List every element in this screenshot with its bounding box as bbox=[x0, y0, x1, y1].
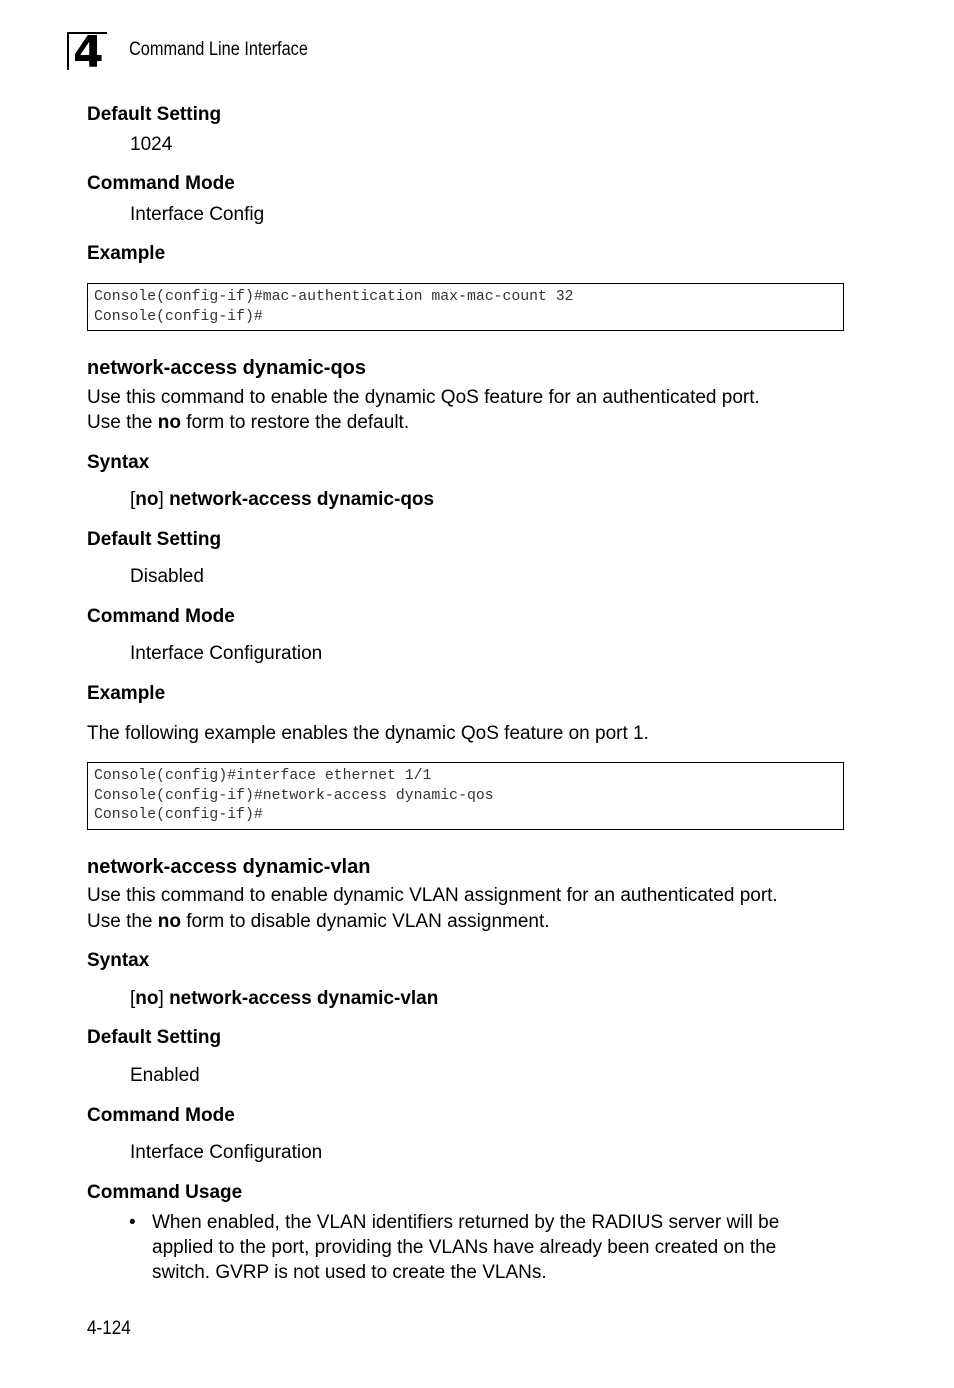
command-mode-value: Interface Configuration bbox=[130, 1142, 323, 1163]
default-setting-value: Disabled bbox=[130, 566, 204, 587]
command-mode-value: Interface Configuration bbox=[130, 643, 323, 664]
usage-line: switch. GVRP is not used to create the VLANs. bbox=[152, 1262, 547, 1283]
command-mode-heading: Command Mode bbox=[87, 173, 235, 194]
text-segment: form to restore the default. bbox=[180, 412, 410, 433]
code-line: Console(config-if)#mac-authentication max-mac-count 32 bbox=[94, 289, 574, 305]
code-line: Console(config-if)# bbox=[94, 308, 263, 325]
default-setting-heading: Default Setting bbox=[87, 529, 222, 550]
command-mode-heading: Command Mode bbox=[87, 606, 235, 627]
syntax-heading: Syntax bbox=[87, 452, 150, 473]
default-setting-value: Enabled bbox=[130, 1065, 200, 1086]
bracket: ] bbox=[158, 988, 170, 1009]
syntax-line bbox=[130, 988, 438, 1010]
code-line: Console(config-if)#network-access dynamic-qos bbox=[94, 787, 494, 804]
syntax-heading: Syntax bbox=[87, 950, 150, 971]
default-setting-heading: Default Setting bbox=[87, 104, 222, 125]
code-example-box bbox=[87, 283, 844, 331]
bracket: ] bbox=[158, 489, 170, 510]
chapter-marker bbox=[67, 27, 107, 78]
syntax-command: network-access dynamic-vlan bbox=[169, 988, 439, 1009]
keyword-no: no bbox=[135, 988, 159, 1009]
command-description: Use this command to enable the dynamic QoS feature for an authenticated port. bbox=[87, 387, 760, 408]
command-mode-value: Interface Config bbox=[130, 204, 265, 225]
example-heading: Example bbox=[87, 683, 166, 704]
syntax-command: network-access dynamic-qos bbox=[169, 489, 435, 510]
keyword-no: no bbox=[157, 911, 181, 932]
default-setting-value: 1024 bbox=[130, 134, 173, 155]
command-description-no-form bbox=[87, 909, 550, 934]
default-setting-heading: Default Setting bbox=[87, 1027, 222, 1048]
example-heading: Example bbox=[87, 243, 166, 264]
header-title: Command Line Interface bbox=[129, 39, 308, 60]
text-segment: Use the bbox=[87, 911, 158, 932]
text-segment: Use the bbox=[87, 412, 158, 433]
command-title: network-access dynamic-qos bbox=[87, 357, 366, 379]
code-example-box bbox=[87, 762, 844, 830]
bracket: [ bbox=[130, 489, 136, 510]
keyword-no: no bbox=[157, 412, 181, 433]
command-description-no-form bbox=[87, 410, 409, 435]
usage-line: When enabled, the VLAN identifiers returned by the RADIUS server will be bbox=[152, 1212, 780, 1233]
example-description: The following example enables the dynamic QoS feature on port 1. bbox=[87, 723, 649, 744]
syntax-line bbox=[130, 489, 434, 511]
chapter-number: 4 bbox=[73, 27, 104, 78]
text-segment: form to disable dynamic VLAN assignment. bbox=[180, 911, 550, 932]
command-mode-heading: Command Mode bbox=[87, 1105, 235, 1126]
command-usage-heading: Command Usage bbox=[87, 1182, 243, 1203]
keyword-no: no bbox=[135, 489, 159, 510]
usage-bullet-text bbox=[152, 1210, 842, 1285]
bullet-marker: • bbox=[129, 1212, 136, 1233]
code-line: Console(config-if)# bbox=[94, 807, 263, 823]
bracket: [ bbox=[130, 988, 136, 1009]
usage-line: applied to the port, providing the VLANs have already been created on the bbox=[152, 1237, 777, 1258]
code-line: Console(config)#interface ethernet 1/1 bbox=[94, 768, 432, 784]
command-description: Use this command to enable dynamic VLAN assignment for an authenticated port. bbox=[87, 885, 778, 906]
page-number: 4-124 bbox=[87, 1318, 131, 1339]
command-title: network-access dynamic-vlan bbox=[87, 856, 371, 878]
